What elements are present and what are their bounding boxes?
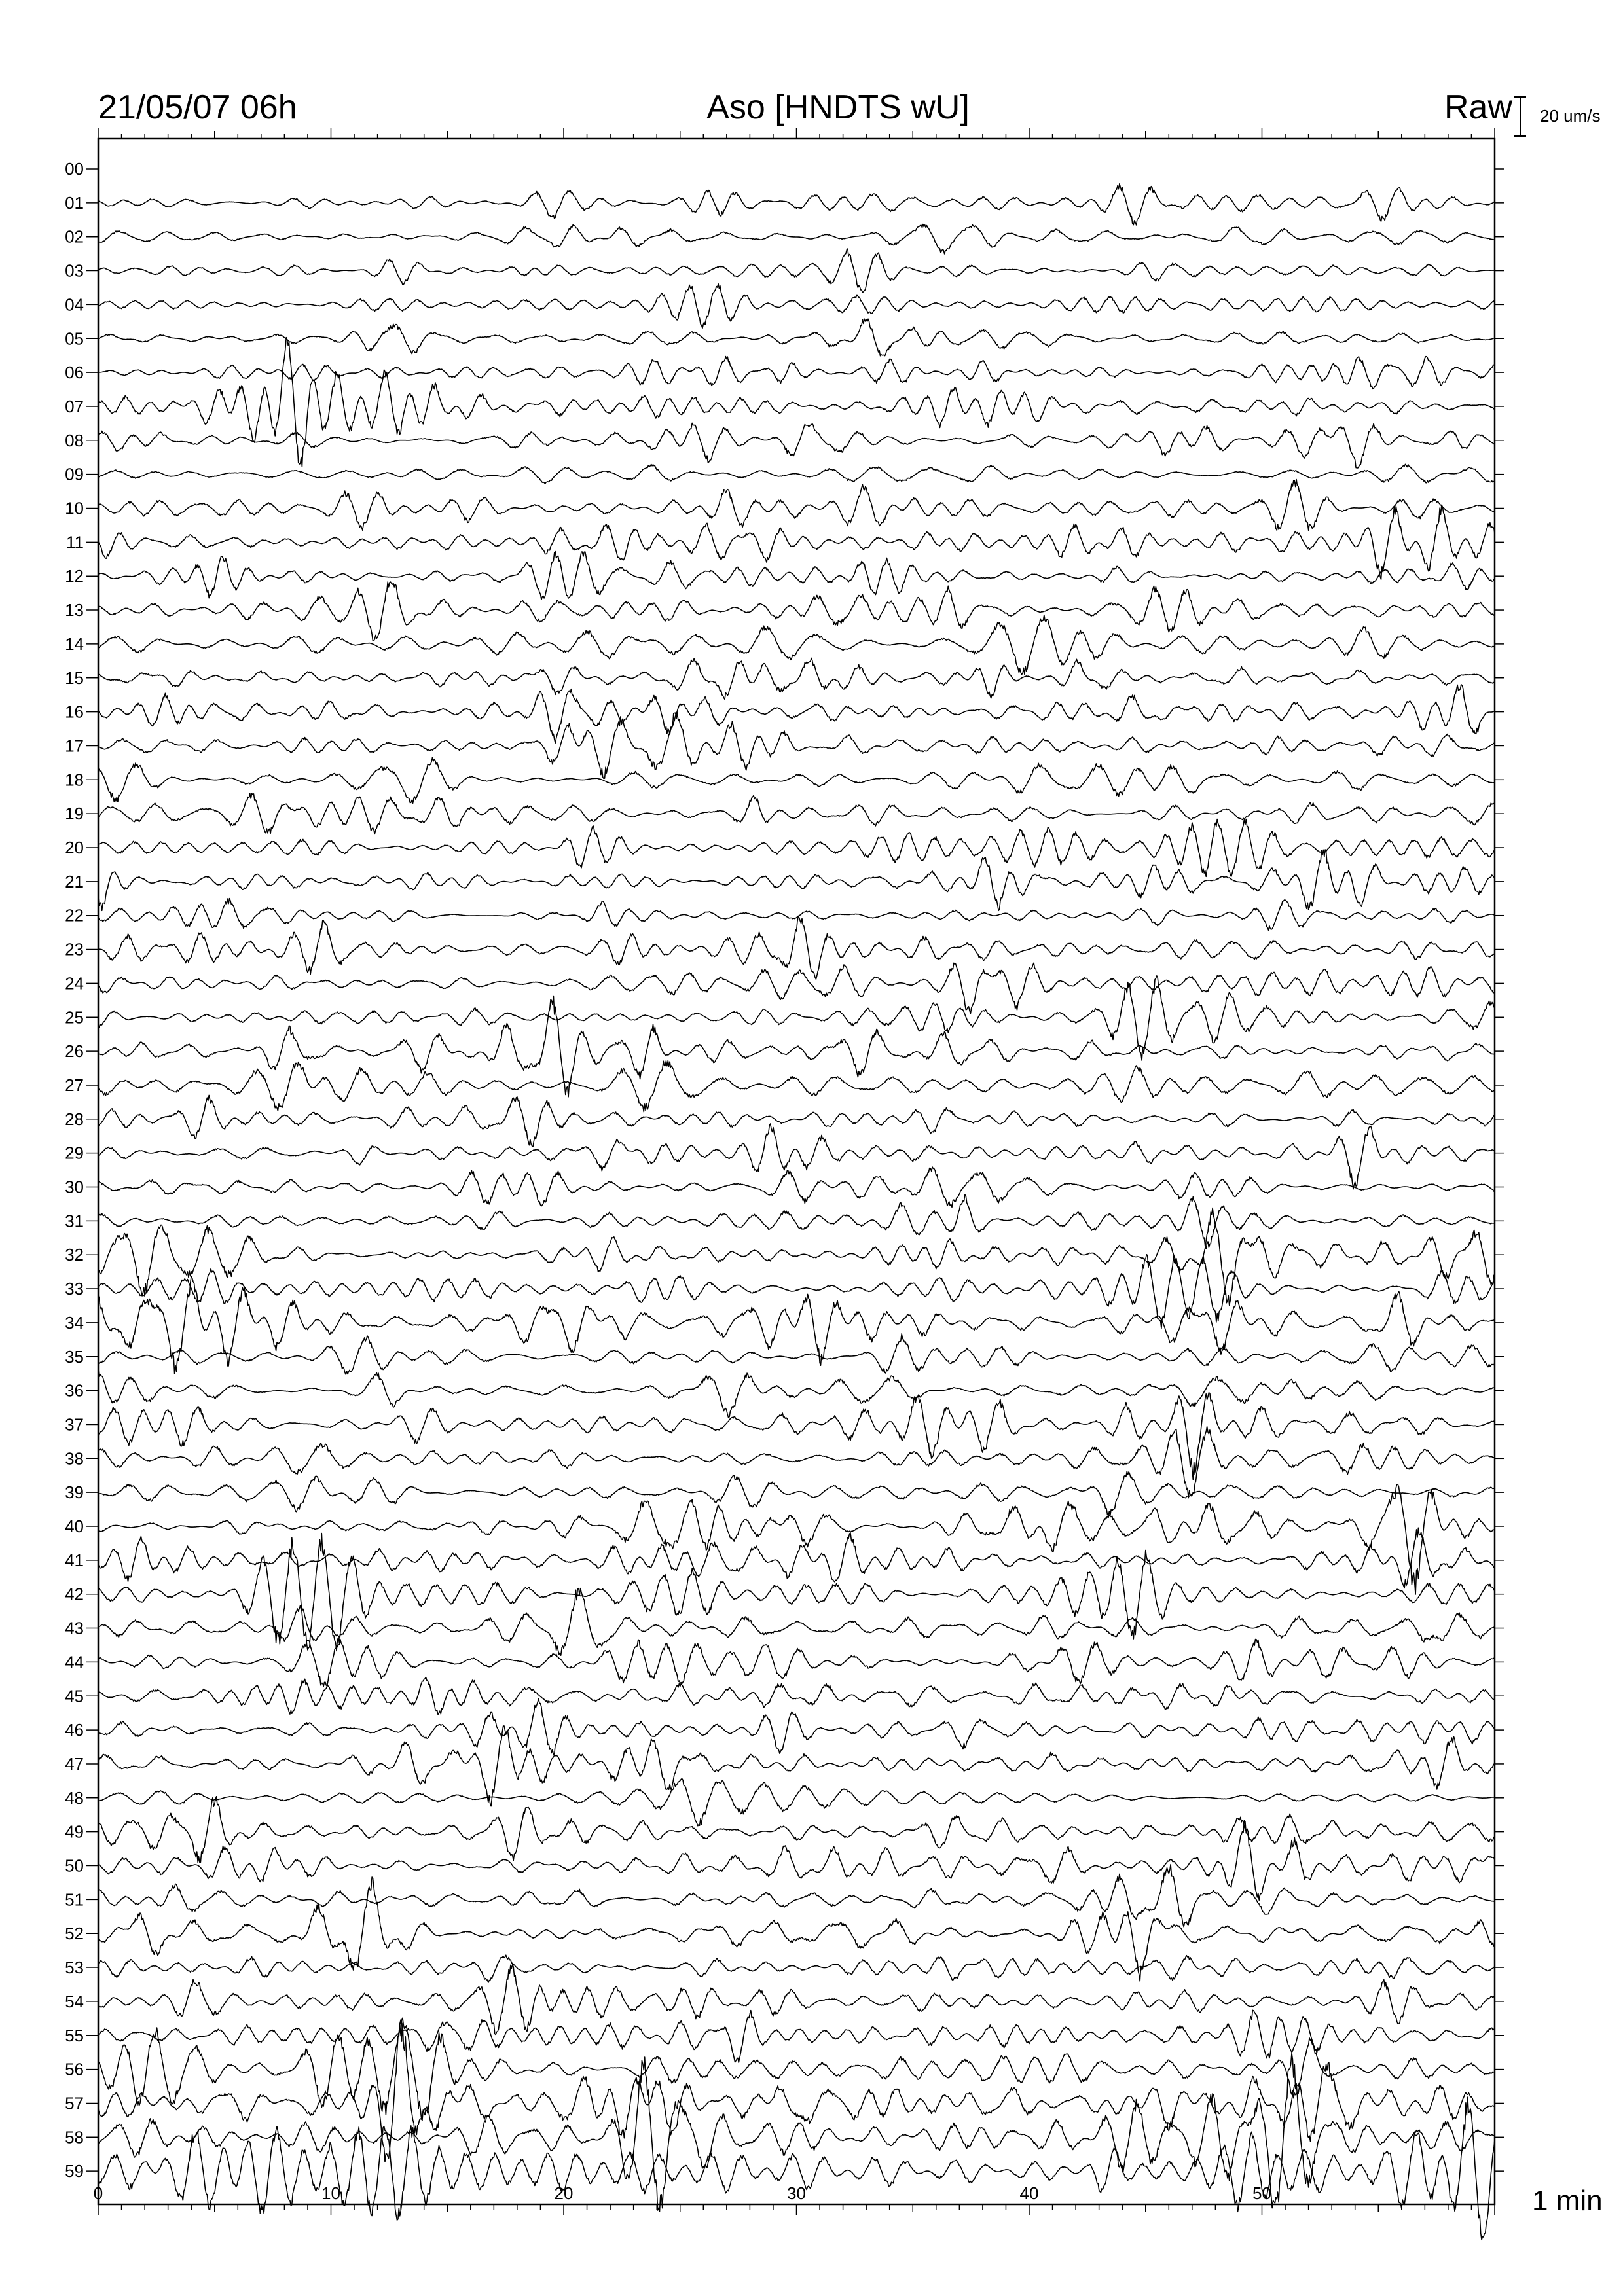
- row-label: 02: [65, 226, 84, 247]
- row-label: 18: [65, 770, 84, 790]
- trace-row-40: [98, 1484, 1495, 1594]
- trace-row-24: [98, 963, 1495, 1013]
- row-label: 55: [65, 2025, 84, 2045]
- trace-row-38: [98, 1427, 1495, 1498]
- row-label: 08: [65, 430, 84, 450]
- row-label: 12: [65, 566, 84, 586]
- trace-row-27: [98, 1061, 1495, 1112]
- trace-row-12: [98, 552, 1495, 600]
- trace-row-03: [98, 249, 1495, 293]
- trace-row-17: [98, 712, 1495, 778]
- row-label: 20: [65, 838, 84, 857]
- row-label: 46: [65, 1720, 84, 1740]
- trace-row-28: [98, 1095, 1495, 1146]
- x-tick-label: 10: [321, 2183, 340, 2203]
- amplitude-scale-bar: [1514, 97, 1526, 136]
- row-label: 19: [65, 804, 84, 824]
- trace-row-31: [98, 1194, 1495, 1249]
- trace-row-16: [98, 685, 1495, 743]
- trace-row-53: [98, 1955, 1495, 1982]
- trace-row-50: [98, 1820, 1495, 1900]
- row-label: 06: [65, 363, 84, 383]
- trace-row-21: [98, 850, 1495, 910]
- trace-row-19: [98, 793, 1495, 834]
- x-tick-label: 50: [1252, 2183, 1271, 2203]
- trace-row-42: [98, 1534, 1495, 1651]
- x-tick-label: 20: [554, 2183, 574, 2203]
- trace-row-49: [98, 1797, 1495, 1863]
- row-label: 50: [65, 1856, 84, 1876]
- row-label: 47: [65, 1753, 84, 1774]
- trace-row-02: [98, 224, 1495, 254]
- mode-label: Raw: [1444, 88, 1512, 126]
- trace-row-22: [98, 899, 1495, 931]
- row-label: 41: [65, 1550, 84, 1570]
- row-label: 36: [65, 1380, 84, 1401]
- trace-row-39: [98, 1471, 1495, 1516]
- row-label: 38: [65, 1448, 84, 1469]
- row-label: 04: [65, 295, 84, 315]
- row-label: 49: [65, 1821, 84, 1842]
- row-label: 33: [65, 1279, 84, 1299]
- row-label: 37: [65, 1414, 84, 1435]
- row-label: 01: [65, 192, 84, 213]
- trace-row-04: [98, 284, 1495, 329]
- trace-row-59: [98, 2097, 1495, 2240]
- row-label: 30: [65, 1177, 84, 1197]
- row-label: 00: [65, 159, 84, 179]
- row-label: 58: [65, 2127, 84, 2147]
- trace-row-35: [98, 1334, 1495, 1374]
- trace-row-55: [98, 2010, 1495, 2062]
- trace-row-51: [98, 1865, 1495, 1927]
- row-label: 13: [65, 600, 84, 620]
- trace-row-37: [98, 1393, 1495, 1480]
- row-label: 35: [65, 1346, 84, 1367]
- row-label: 28: [65, 1109, 84, 1129]
- row-label: 21: [65, 871, 84, 891]
- x-axis: [94, 128, 1495, 2215]
- row-label: 25: [65, 1007, 84, 1028]
- row-label: 51: [65, 1890, 84, 1910]
- row-label: 22: [65, 905, 84, 925]
- trace-row-05: [98, 319, 1495, 355]
- trace-row-46: [98, 1698, 1495, 1755]
- trace-row-48: [98, 1778, 1495, 1825]
- trace-row-09: [98, 464, 1495, 484]
- trace-row-01: [98, 184, 1495, 225]
- trace-row-36: [98, 1370, 1495, 1418]
- trace-row-41: [98, 1528, 1495, 1588]
- chart-title: Aso [HNDTS wU]: [706, 88, 970, 126]
- trace-row-18: [98, 757, 1495, 803]
- trace-row-23: [98, 916, 1495, 980]
- row-label: 52: [65, 1924, 84, 1944]
- datetime-label: 21/05/07 06h: [98, 88, 297, 126]
- trace-row-20: [98, 819, 1495, 877]
- row-label: 09: [65, 464, 84, 484]
- row-label: 39: [65, 1482, 84, 1503]
- trace-row-08: [98, 423, 1495, 468]
- row-label: 07: [65, 396, 84, 416]
- row-label: 23: [65, 939, 84, 960]
- trace-row-29: [98, 1124, 1495, 1189]
- row-label: 57: [65, 2093, 84, 2113]
- trace-row-15: [98, 658, 1495, 700]
- trace-group: [98, 184, 1495, 2240]
- x-tick-label: 40: [1019, 2183, 1039, 2203]
- row-label: 14: [65, 634, 84, 654]
- time-unit-label: 1 min: [1532, 2185, 1603, 2217]
- row-label: 29: [65, 1143, 84, 1163]
- trace-row-54: [98, 1964, 1495, 2034]
- amplitude-scale-label: 20 um/s: [1540, 106, 1601, 126]
- row-label: 34: [65, 1312, 84, 1333]
- row-label: 16: [65, 702, 84, 722]
- row-label: 54: [65, 1991, 84, 2011]
- row-label: 10: [65, 498, 84, 518]
- trace-row-57: [98, 2020, 1495, 2162]
- row-label: 27: [65, 1075, 84, 1095]
- trace-row-10: [98, 480, 1495, 531]
- row-label: 56: [65, 2059, 84, 2079]
- row-label: 40: [65, 1516, 84, 1536]
- trace-row-30: [98, 1167, 1495, 1207]
- row-label: 48: [65, 1787, 84, 1808]
- x-tick-label: 0: [93, 2183, 103, 2203]
- row-label: 43: [65, 1618, 84, 1638]
- trace-row-13: [98, 582, 1495, 641]
- row-label: 24: [65, 973, 84, 994]
- trace-row-06: [98, 357, 1495, 389]
- row-label: 59: [65, 2161, 84, 2181]
- row-label: 26: [65, 1041, 84, 1062]
- row-label: 15: [65, 668, 84, 688]
- row-label: 45: [65, 1686, 84, 1706]
- row-label: 32: [65, 1245, 84, 1265]
- row-label: 03: [65, 260, 84, 281]
- row-label: 17: [65, 736, 84, 756]
- x-tick-label: 30: [787, 2183, 806, 2203]
- trace-row-45: [98, 1677, 1495, 1714]
- row-label: 11: [66, 532, 84, 552]
- row-label: 31: [65, 1211, 84, 1231]
- trace-row-14: [98, 615, 1495, 675]
- trace-row-44: [98, 1640, 1495, 1687]
- row-label: 53: [65, 1958, 84, 1978]
- trace-row-33: [98, 1255, 1495, 1329]
- row-label: 05: [65, 329, 84, 349]
- row-label: 44: [65, 1652, 84, 1672]
- row-label: 42: [65, 1584, 84, 1604]
- trace-row-47: [98, 1726, 1495, 1806]
